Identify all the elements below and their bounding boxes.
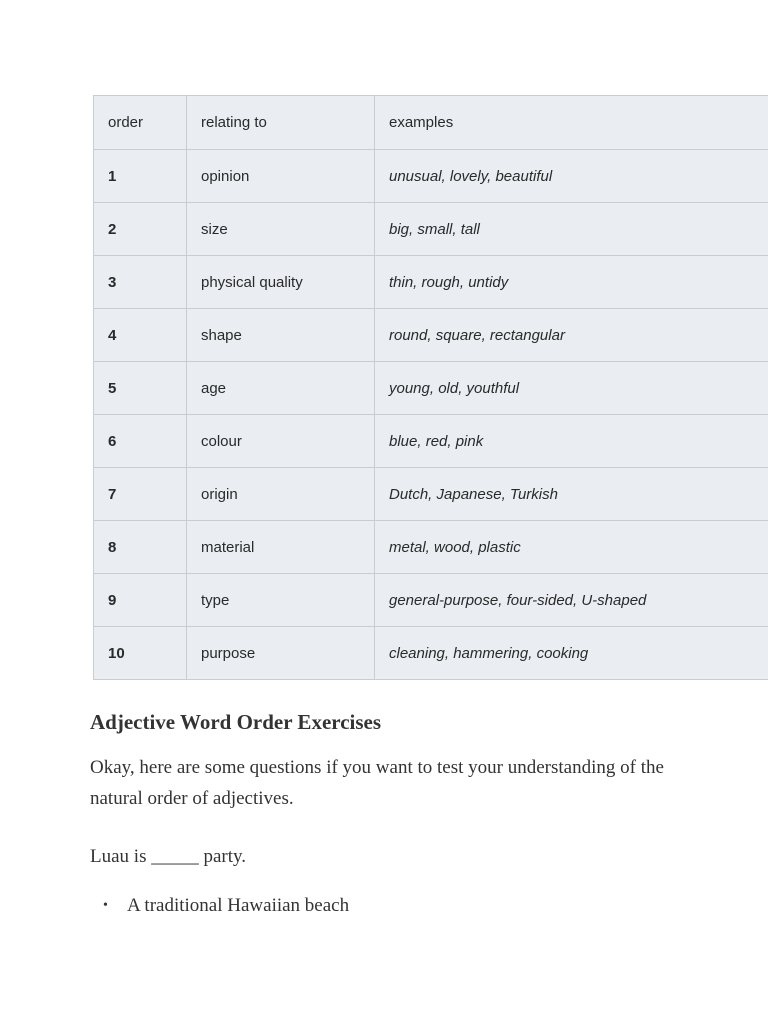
adjective-order-table bbox=[93, 95, 768, 680]
cell-relating-to: shape bbox=[187, 309, 375, 362]
cell-order: 5 bbox=[94, 362, 187, 415]
header-relating-to: relating to bbox=[187, 96, 375, 150]
cell-examples: cleaning, hammering, cooking bbox=[375, 627, 768, 680]
cell-order: 1 bbox=[94, 150, 187, 203]
answer-option-text: A traditional Hawaiian beach bbox=[127, 895, 350, 916]
cell-order: 10 bbox=[94, 627, 187, 680]
cell-order: 8 bbox=[94, 521, 187, 574]
cell-relating-to: type bbox=[187, 574, 375, 627]
table-row bbox=[94, 203, 768, 256]
table-row bbox=[94, 574, 768, 627]
table-row bbox=[94, 415, 768, 468]
cell-examples: big, small, tall bbox=[375, 203, 768, 256]
bullet-icon: • bbox=[103, 898, 108, 913]
answer-options-list bbox=[90, 890, 349, 921]
cell-relating-to: colour bbox=[187, 415, 375, 468]
cell-order: 6 bbox=[94, 415, 187, 468]
table-row bbox=[94, 309, 768, 362]
cell-relating-to: age bbox=[187, 362, 375, 415]
cell-examples: thin, rough, untidy bbox=[375, 256, 768, 309]
cell-relating-to: opinion bbox=[187, 150, 375, 203]
intro-paragraph: Okay, here are some questions if you want to test your understanding of the natural order of adjectives. bbox=[90, 757, 664, 809]
table-row bbox=[94, 627, 768, 680]
adjective-order-table-container bbox=[93, 95, 768, 680]
cell-examples: round, square, rectangular bbox=[375, 309, 768, 362]
cell-relating-to: purpose bbox=[187, 627, 375, 680]
cell-examples: metal, wood, plastic bbox=[375, 521, 768, 574]
table-header-row bbox=[94, 96, 768, 150]
cell-examples: young, old, youthful bbox=[375, 362, 768, 415]
table-row bbox=[94, 362, 768, 415]
section-heading: Adjective Word Order Exercises bbox=[90, 710, 382, 734]
cell-examples: Dutch, Japanese, Turkish bbox=[375, 468, 768, 521]
header-examples: examples bbox=[375, 96, 768, 150]
cell-order: 7 bbox=[94, 468, 187, 521]
cell-relating-to: size bbox=[187, 203, 375, 256]
table-row bbox=[94, 468, 768, 521]
cell-order: 3 bbox=[94, 256, 187, 309]
cell-relating-to: material bbox=[187, 521, 375, 574]
cell-relating-to: origin bbox=[187, 468, 375, 521]
cell-examples: general-purpose, four-sided, U-shaped bbox=[375, 574, 768, 627]
cell-order: 2 bbox=[94, 203, 187, 256]
cell-order: 4 bbox=[94, 309, 187, 362]
cell-examples: unusual, lovely, beautiful bbox=[375, 150, 768, 203]
cell-order: 9 bbox=[94, 574, 187, 627]
exercise-question: Luau is _____ party. bbox=[90, 846, 247, 867]
header-order: order bbox=[94, 96, 187, 150]
table-row bbox=[94, 150, 768, 203]
table-row bbox=[94, 256, 768, 309]
list-item bbox=[90, 890, 349, 921]
cell-examples: blue, red, pink bbox=[375, 415, 768, 468]
table-row bbox=[94, 521, 768, 574]
cell-relating-to: physical quality bbox=[187, 256, 375, 309]
